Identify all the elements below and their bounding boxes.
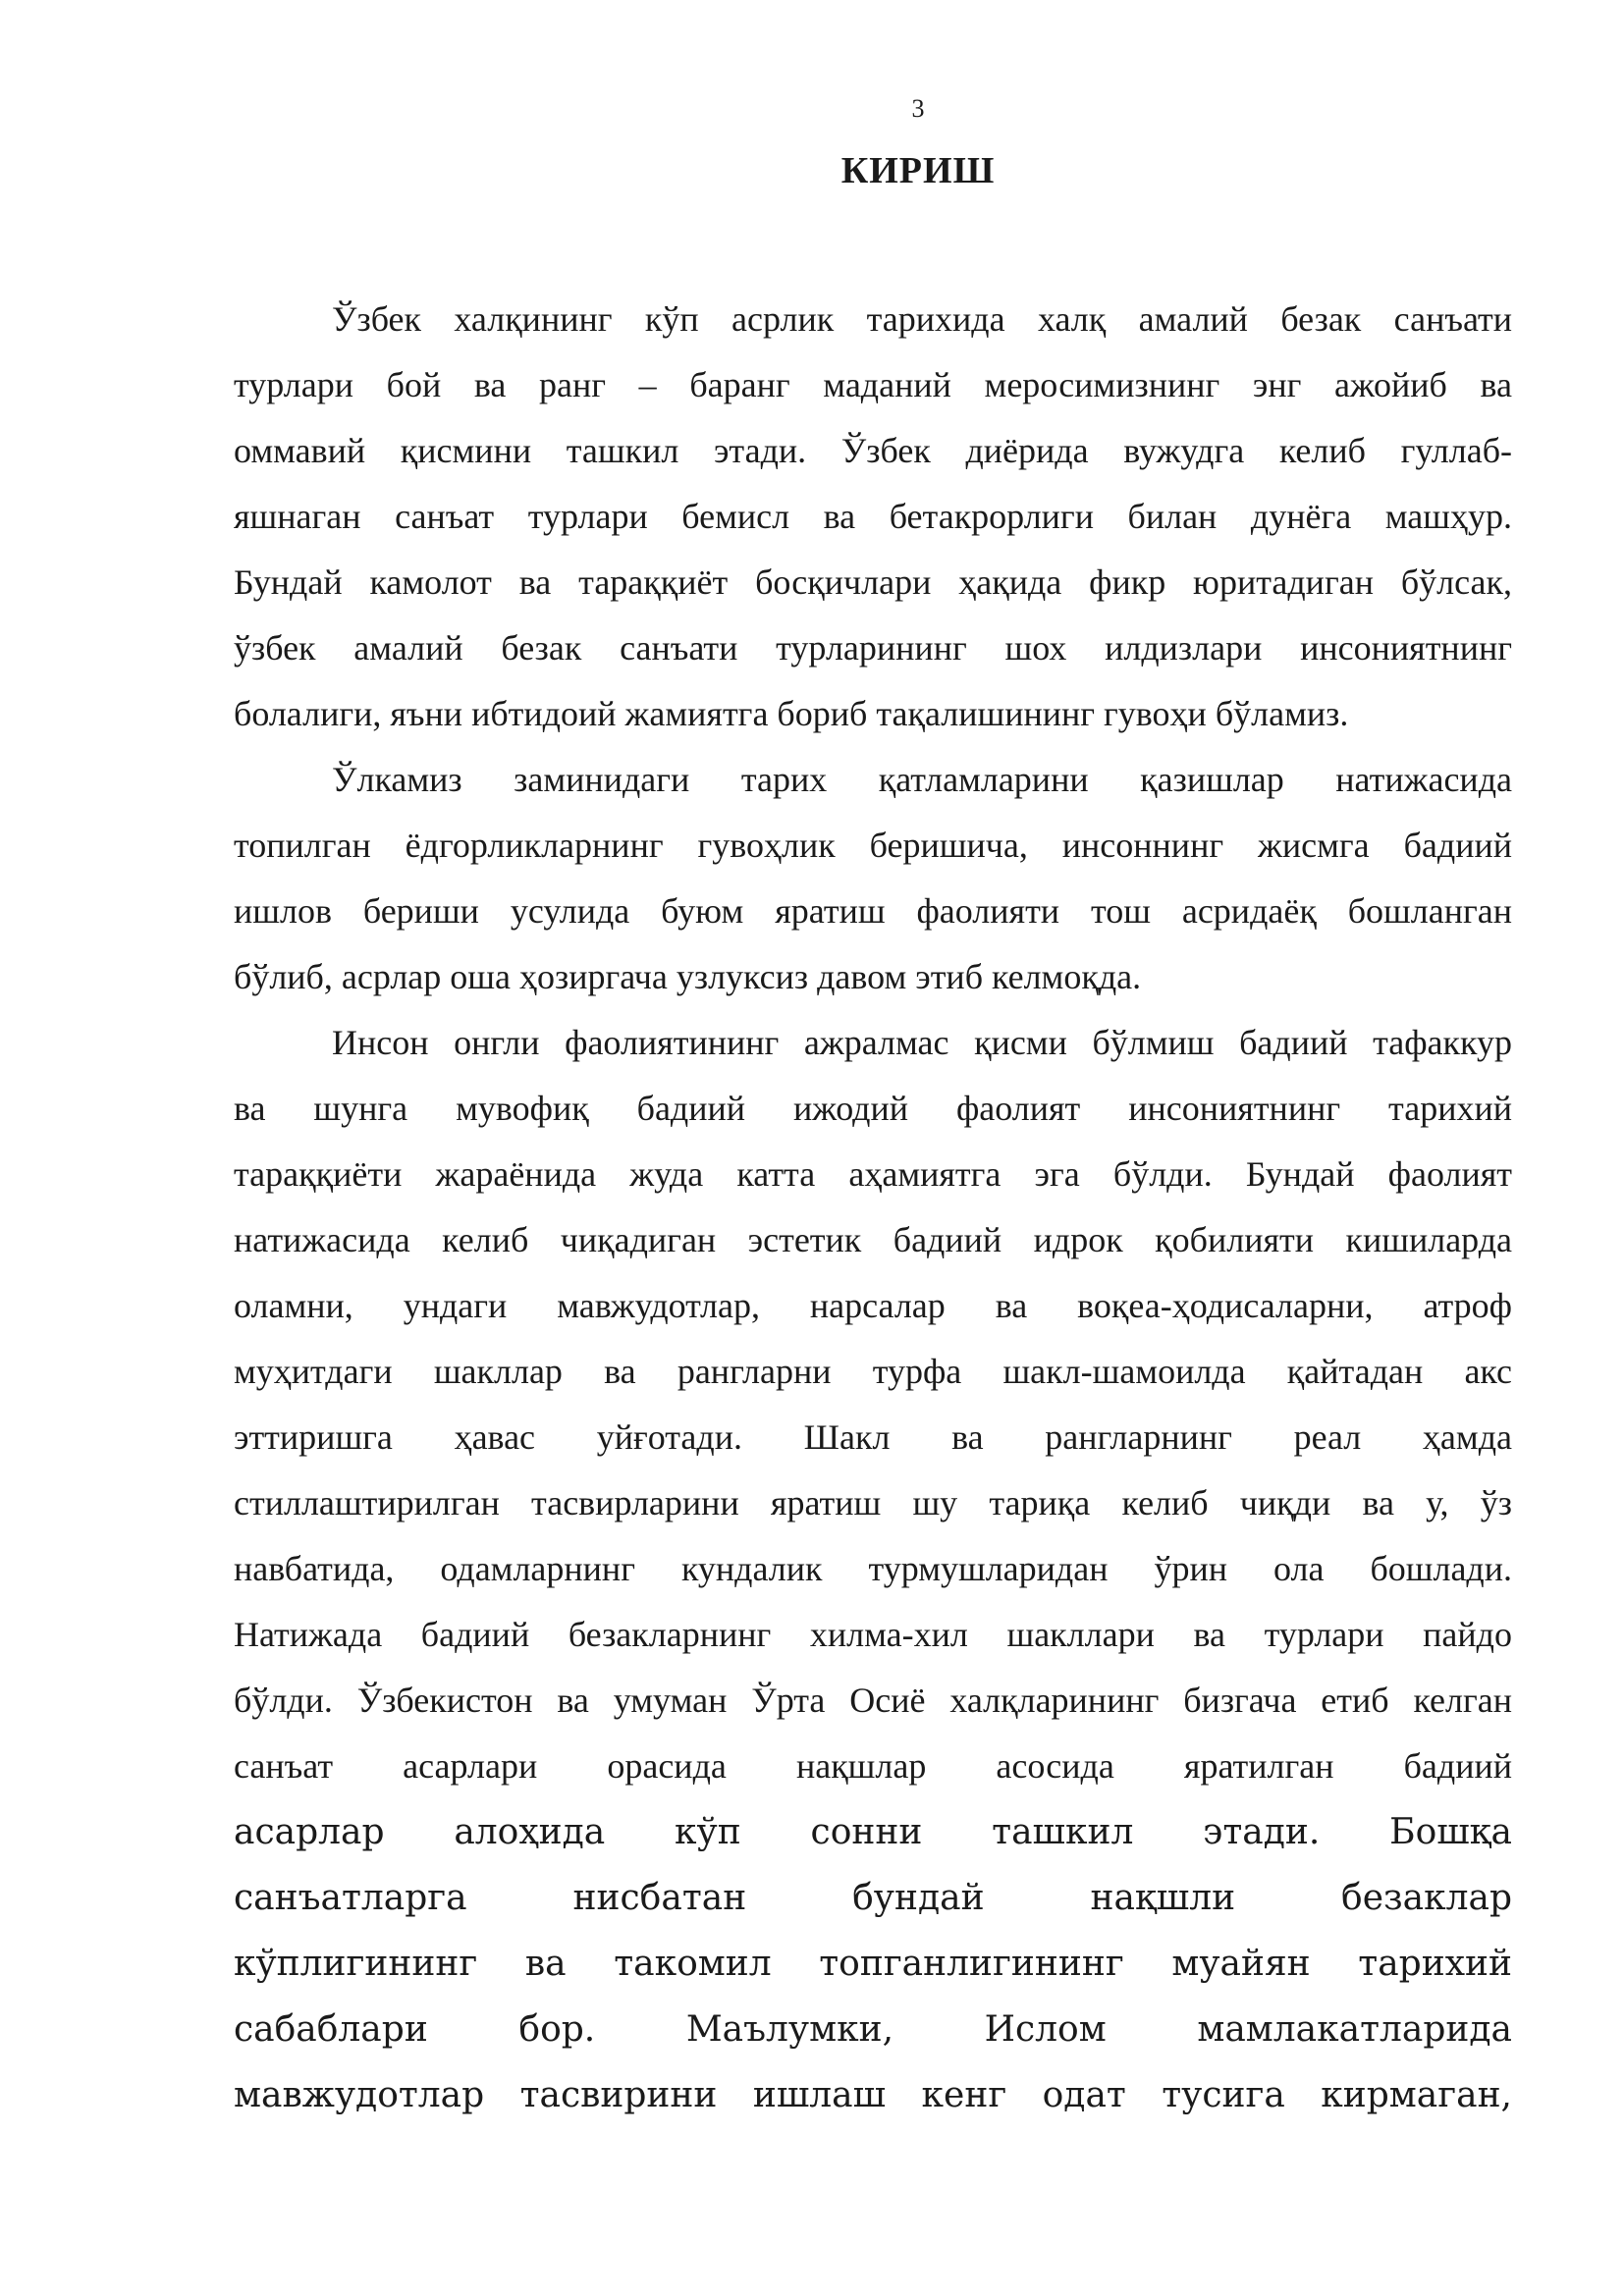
- text-line: бўлиб, асрлар оша ҳозиргача узлуксиз давом этиб келмоқда.: [234, 957, 1142, 996]
- text-line: стиллаштирилган тасвирларини яратиш шу тариқа келиб чиқди ва у, ўз: [234, 1483, 1512, 1522]
- page-number: 3: [911, 94, 925, 123]
- text-line: санъат асарлари орасида нақшлар асосида яратилган бадиий: [234, 1746, 1512, 1786]
- text-line: топилган ёдгорликларнинг гувоҳлик беришича, инсоннинг жисмга бадиий: [234, 826, 1512, 865]
- text-line: оламни, ундаги мавжудотлар, нарсалар ва воқеа-ҳодисаларни, атроф: [234, 1286, 1512, 1325]
- text-line: Инсон онгли фаолиятининг ажралмас қисми бўлмиш бадиий тафаккур: [332, 1023, 1512, 1062]
- text-line: Бундай камолот ва тараққиёт босқичлари ҳақида фикр юритадиган бўлсак,: [234, 562, 1512, 602]
- text-line: Ўлкамиз заминидаги тарих қатламларини қазишлар натижасида: [332, 760, 1512, 799]
- text-line: сабаблари бор. Маълумки, Ислом мамлакатларида: [234, 2009, 1512, 2050]
- text-line: асарлар алоҳида кўп сонни ташкил этади. Бошқа: [234, 1812, 1512, 1852]
- page-title: КИРИШ: [840, 150, 996, 191]
- text-line: ва шунга мувофиқ бадиий ижодий фаолият инсониятнинг тарихий: [234, 1089, 1512, 1128]
- text-line: ишлов бериши усулида буюм яратиш фаолияти тош асридаёқ бошланган: [234, 891, 1512, 931]
- text-line: натижасида келиб чиқадиган эстетик бадиий идрок қобилияти кишиларда: [234, 1220, 1512, 1259]
- text-line: тараққиёти жараёнида жуда катта аҳамиятга эга бўлди. Бундай фаолият: [234, 1154, 1512, 1194]
- body-text: [234, 287, 1512, 2128]
- text-line: кўплигининг ва такомил топганлигининг муайян тарихий: [234, 1944, 1512, 1984]
- text-line: оммавий қисмини ташкил этади. Ўзбек диёрида вужудга келиб гуллаб-: [234, 431, 1512, 470]
- text-line: эттиришга ҳавас уйғотади. Шакл ва рангларнинг реал ҳамда: [234, 1417, 1512, 1457]
- text-line: мавжудотлар тасвирини ишлаш кенг одат тусига кирмаган,: [234, 2075, 1512, 2115]
- text-line: ўзбек амалий безак санъати турларининг шох илдизлари инсониятнинг: [234, 628, 1512, 667]
- text-line: муҳитдаги шакллар ва рангларни турфа шакл-шамоилда қайтадан акс: [234, 1352, 1512, 1391]
- text-line: санъатларга нисбатан бундай нақшли безаклар: [234, 1878, 1512, 1918]
- text-line: турлари бой ва ранг – баранг маданий меросимизнинг энг ажойиб ва: [234, 365, 1512, 404]
- text-line: бўлди. Ўзбекистон ва умуман Ўрта Осиё халқларининг бизгача етиб келган: [234, 1681, 1512, 1720]
- text-line: Ўзбек халқининг кўп асрлик тарихида халқ амалий безак санъати: [332, 299, 1512, 339]
- text-line: навбатида, одамларнинг кундалик турмушларидан ўрин ола бошлади.: [234, 1549, 1512, 1588]
- text-line: болалиги, яъни ибтидоий жамиятга бориб тақалишининг гувоҳи бўламиз.: [234, 694, 1349, 733]
- text-line: Натижада бадиий безакларнинг хилма-хил шакллари ва турлари пайдо: [234, 1615, 1512, 1654]
- text-line: яшнаган санъат турлари бемисл ва бетакрорлиги билан дунёга машҳур.: [234, 497, 1512, 536]
